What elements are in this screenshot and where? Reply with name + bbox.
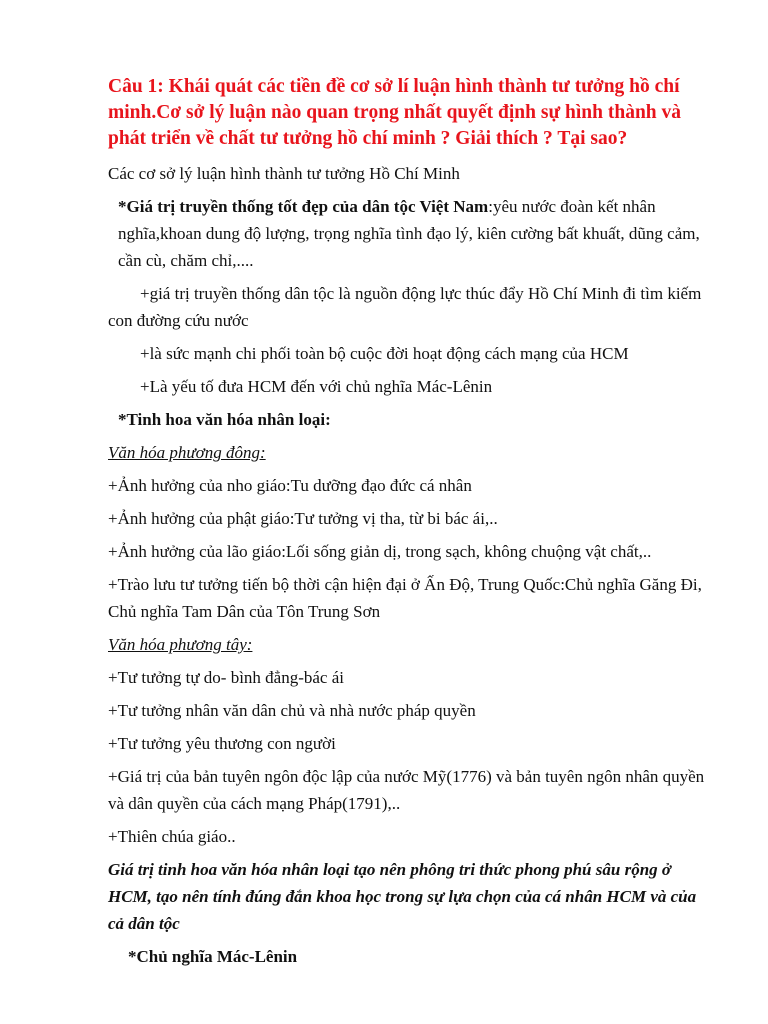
section2-conclusion: Giá trị tinh hoa văn hóa nhân loại tạo nên phông tri thức phong phú sâu rộng ở HCM, tạo nên tính đúng đắn khoa học trong sự lựa chọn của cá nhân HCM và của cả dân tộc	[108, 860, 697, 933]
east-point-3: +Ảnh hưởng của lão giáo:Lối sống giản dị, trong sạch, không chuộng vật chất,..	[108, 542, 652, 561]
west-point-4: +Giá trị của bản tuyên ngôn độc lập của nước Mỹ(1776) và bản tuyên ngôn nhân quyền và dân quyền của cách mạng Pháp(1791),..	[108, 767, 705, 813]
west-culture-heading: Văn hóa phương tây:	[108, 635, 253, 654]
east-culture-heading: Văn hóa phương đông:	[108, 443, 266, 462]
question-title: Câu 1: Khái quát các tiền đề cơ sở lí luận hình thành tư tưởng hồ chí minh.Cơ sở lý luận nào quan trọng nhất quyết định sự hình thành và phát triển về chất tư tưởng hồ chí minh ? Giải thích ? Tại sao?	[108, 76, 682, 149]
section1-heading-rest: :yêu nước đoàn kết nhân nghĩa,khoan dung độ lượng, trọng nghĩa tình đạo lý, kiên cường bất khuất, dũng cảm, cần cù, chăm chỉ,....	[118, 197, 700, 270]
west-point-1: +Tư tưởng tự do- bình đẳng-bác ái	[108, 668, 344, 687]
section2-heading: *Tinh hoa văn hóa nhân loại:	[118, 410, 331, 429]
east-point-4: +Trào lưu tư tưởng tiến bộ thời cận hiện đại ở Ấn Độ, Trung Quốc:Chủ nghĩa Găng Đi, Chủ nghĩa Tam Dân của Tôn Trung Sơn	[108, 575, 702, 621]
west-point-5: +Thiên chúa giáo..	[108, 827, 236, 846]
section1-point-2: +là sức mạnh chi phối toàn bộ cuộc đời hoạt động cách mạng của HCM	[140, 344, 629, 363]
section3-heading: *Chủ nghĩa Mác-Lênin	[128, 947, 298, 966]
section1-paragraph	[108, 193, 708, 274]
section1-point-3: +Là yếu tố đưa HCM đến với chủ nghĩa Mác-Lênin	[140, 377, 493, 396]
west-point-3: +Tư tưởng yêu thương con người	[108, 734, 336, 753]
section1-point-1: +giá trị truyền thống dân tộc là nguồn động lực thúc đẩy Hồ Chí Minh đi tìm kiếm con đường cứu nước	[108, 284, 702, 330]
east-point-2: +Ảnh hưởng của phật giáo:Tư tưởng vị tha, từ bi bác ái,..	[108, 509, 498, 528]
intro-text: Các cơ sở lý luận hình thành tư tưởng Hồ Chí Minh	[108, 164, 460, 183]
section1-heading: *Giá trị truyền thống tốt đẹp của dân tộc Việt Nam	[118, 197, 489, 216]
west-point-2: +Tư tưởng nhân văn dân chủ và nhà nước pháp quyền	[108, 701, 476, 720]
east-point-1: +Ảnh hưởng của nho giáo:Tu dưỡng đạo đức cá nhân	[108, 476, 472, 495]
